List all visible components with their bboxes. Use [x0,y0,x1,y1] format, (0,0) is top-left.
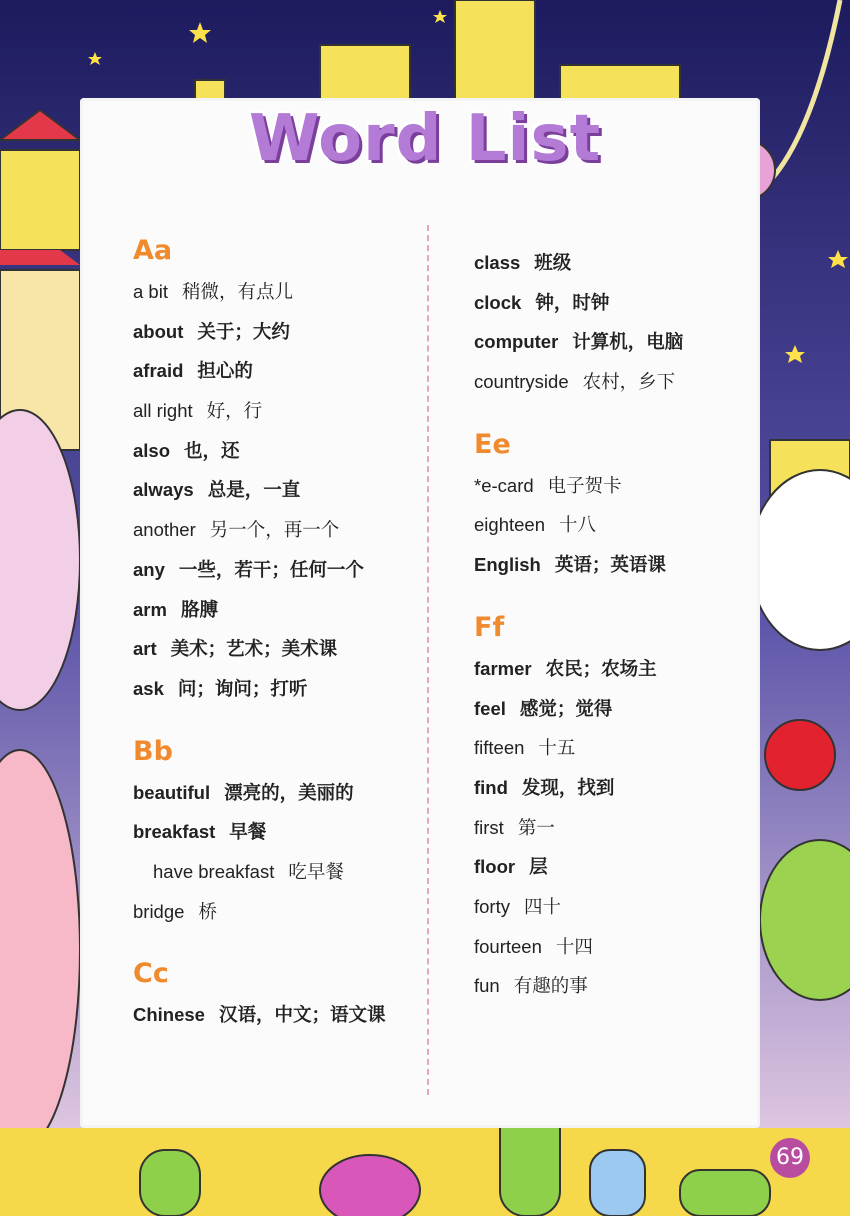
english-word: find [474,776,508,798]
english-word: fifteen [474,737,525,759]
chinese-meaning: 另一个，再一个 [209,520,340,542]
chinese-meaning: 胳膊 [180,599,218,621]
word-entry [133,470,423,510]
english-word: first [474,816,504,838]
word-entry [133,590,423,630]
word-entry [133,510,423,550]
chinese-meaning: 农民；农场主 [545,658,657,680]
page-title: Word List [248,102,602,176]
english-word: ask [133,677,164,699]
word-entry [133,391,423,431]
english-word: eighteen [474,514,545,536]
word-entry [474,466,764,506]
word-entry [133,892,423,932]
english-word: countryside [474,371,569,393]
english-word: fun [474,975,500,997]
word-entry [474,689,764,729]
chinese-meaning: 漂亮的，美丽的 [224,782,354,804]
chinese-meaning: 汉语，中文；语文课 [218,1005,386,1027]
chinese-meaning: 四十 [523,896,561,918]
word-entry [133,312,423,352]
chinese-meaning: 电子贺卡 [547,475,622,497]
word-entry [474,362,764,402]
section-gap [133,709,423,735]
chinese-meaning: 十四 [555,936,593,958]
english-word: farmer [474,657,532,679]
english-word: English [474,554,541,576]
word-entry [133,995,423,1035]
word-entry [133,852,423,892]
chinese-meaning: 英语；英语课 [554,555,666,577]
chinese-meaning: 美术；艺术；美术课 [170,639,338,661]
section-gap [474,402,764,428]
section-gap [474,585,764,611]
chinese-meaning: 感觉；觉得 [519,698,613,720]
word-entry [474,649,764,689]
english-word: art [133,638,157,660]
english-word: a bit [133,281,168,302]
word-entry [133,351,423,391]
chinese-meaning: 吃早餐 [288,861,344,883]
column-divider [427,225,429,1095]
english-word: about [133,320,184,342]
chinese-meaning: 班级 [534,253,572,274]
word-entry [133,773,423,813]
english-word: computer [474,331,559,353]
english-word: breakfast [133,821,216,843]
chinese-meaning: 总是，一直 [207,480,301,502]
english-word: forty [474,895,510,917]
chinese-meaning: 担心的 [197,361,253,383]
english-word: any [133,558,165,580]
english-word: fourteen [474,935,542,957]
chinese-meaning: 有趣的事 [513,976,588,998]
word-entry [474,927,764,967]
english-word: clock [474,291,522,313]
chinese-meaning: 问；询问；打听 [177,678,308,700]
english-word: arm [133,598,167,620]
word-entry [133,812,423,852]
word-entry [474,847,764,887]
section-letter: Ee [474,428,511,460]
word-entry [474,545,764,585]
chinese-meaning: 第一 [517,817,555,839]
english-word: floor [474,856,516,878]
english-word: beautiful [133,781,211,803]
english-word: all right [133,400,193,422]
chinese-meaning: 层 [529,857,548,879]
english-word: afraid [133,360,184,382]
word-entry [133,272,423,312]
word-entry [474,966,764,1006]
left-column [133,234,423,1035]
right-column [474,243,764,1006]
word-entry [133,431,423,471]
english-word: also [133,439,171,461]
chinese-meaning: 也，还 [184,440,240,462]
chinese-meaning: 好，行 [206,401,263,423]
english-word: Chinese [133,1004,205,1026]
page-number: 69 [770,1138,810,1178]
section-gap [133,931,423,957]
chinese-meaning: 一些，若干；任何一个 [178,559,364,581]
chinese-meaning: 稍微，有点儿 [181,282,293,303]
word-entry [133,550,423,590]
english-word: have breakfast [153,860,275,882]
word-entry [133,669,423,709]
english-word: *e-card [474,474,534,496]
word-entry [133,629,423,669]
word-entry [474,243,764,283]
chinese-meaning: 发现，找到 [521,777,615,799]
chinese-meaning: 农村，乡下 [582,372,676,394]
chinese-meaning: 十五 [538,738,576,760]
word-entry [474,768,764,808]
english-word: feel [474,697,506,719]
chinese-meaning: 桥 [198,901,217,923]
english-word: class [474,252,521,273]
chinese-meaning: 早餐 [229,822,267,844]
chinese-meaning: 钟，时钟 [535,292,610,314]
word-entry [474,283,764,323]
word-entry [474,728,764,768]
word-entry [474,505,764,545]
section-letter: Aa [133,235,173,266]
english-word: always [133,479,194,501]
word-entry [474,808,764,848]
chinese-meaning: 计算机，电脑 [572,332,684,354]
chinese-meaning: 十八 [558,515,596,537]
english-word: another [133,519,196,541]
word-entry [474,322,764,362]
word-entry [474,887,764,927]
english-word: bridge [133,900,185,922]
chinese-meaning: 关于；大约 [197,321,290,343]
section-letter: Cc [133,958,169,990]
section-letter: Ff [474,611,505,643]
section-letter: Bb [133,735,173,767]
